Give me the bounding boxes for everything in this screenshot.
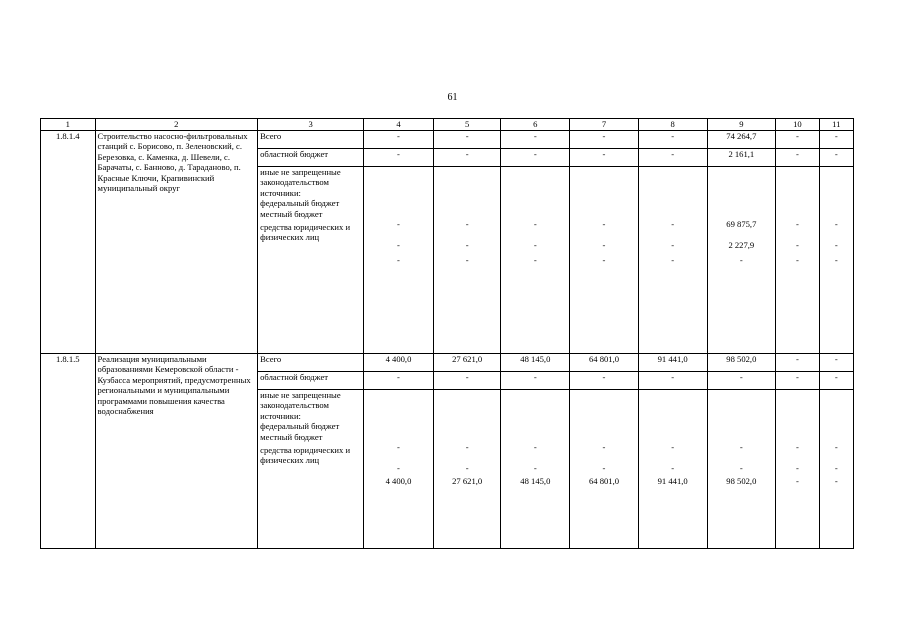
page-number: 61: [447, 92, 458, 103]
value-cell: -: [638, 131, 707, 149]
value-cell: -: [533, 462, 537, 473]
value-cell: 4 400,0: [364, 354, 434, 372]
value-cell: -: [834, 239, 838, 250]
source-label-federal: федеральный бюджет: [260, 421, 340, 432]
value-cell: -: [795, 255, 799, 266]
value-cell: -: [570, 149, 639, 167]
value-cell: -: [671, 219, 675, 229]
value-cell: -: [739, 462, 743, 473]
value-stack: [501, 167, 570, 354]
value-cell: -: [834, 476, 838, 487]
source-label-legal: средства юридических и физических лиц: [260, 222, 351, 243]
item-code: 1.8.1.4: [41, 131, 96, 354]
value-cell: -: [533, 442, 537, 452]
value-cell: -: [776, 372, 819, 390]
value-cell: -: [570, 131, 639, 149]
value-cell: -: [776, 149, 819, 167]
source-label-legal: средства юридических и физических лиц: [260, 445, 351, 466]
value-stack: [433, 167, 501, 354]
value-stack: [776, 167, 819, 354]
value-cell: -: [795, 462, 799, 473]
value-stack: [638, 167, 707, 354]
value-cell: -: [671, 442, 675, 452]
value-cell: 69 875,7: [726, 219, 757, 229]
value-cell: 74 264,7: [707, 131, 776, 149]
value-cell: -: [795, 239, 799, 250]
table-row: [41, 131, 854, 149]
value-stack: [501, 390, 570, 549]
header-cell: 4: [364, 119, 434, 131]
value-cell: -: [397, 442, 400, 452]
source-label-local: местный бюджет: [260, 208, 323, 219]
value-cell: 98 502,0: [726, 476, 757, 487]
value-stack: [364, 390, 434, 549]
value-cell: -: [834, 255, 838, 266]
value-cell: -: [602, 442, 606, 452]
item-code: 1.8.1.5: [41, 354, 96, 549]
item-name: Реализация муниципальными образованиями Кемеровской области - Кузбасса мероприятий, предусмотренных региональными и муниципальными программами повышения качества водоснабжения: [95, 354, 258, 549]
value-cell: -: [819, 149, 853, 167]
value-cell: -: [364, 149, 434, 167]
source-label-total: Всего: [258, 131, 364, 149]
value-cell: -: [819, 131, 853, 149]
value-cell: 2 161,1: [707, 149, 776, 167]
value-cell: -: [397, 462, 400, 473]
source-labels: [258, 390, 364, 549]
source-label-total: Всего: [258, 354, 364, 372]
header-cell: 2: [95, 119, 258, 131]
value-cell: -: [795, 219, 799, 229]
value-stack: [638, 390, 707, 549]
value-cell: -: [602, 255, 606, 266]
source-label-local: местный бюджет: [260, 431, 323, 442]
value-cell: -: [397, 239, 400, 250]
value-cell: -: [465, 239, 469, 250]
value-cell: -: [602, 239, 606, 250]
value-cell: -: [638, 149, 707, 167]
value-stack: [819, 167, 853, 354]
value-cell: -: [364, 131, 434, 149]
table-row: [41, 354, 854, 372]
value-stack: [433, 390, 501, 549]
value-cell: 98 502,0: [707, 354, 776, 372]
header-cell: 8: [638, 119, 707, 131]
value-cell: 91 441,0: [638, 354, 707, 372]
value-cell: 91 441,0: [657, 476, 688, 487]
header-cell: 10: [776, 119, 819, 131]
source-label-federal: федеральный бюджет: [260, 198, 340, 209]
value-cell: -: [533, 219, 537, 229]
value-cell: -: [776, 354, 819, 372]
value-cell: -: [602, 462, 606, 473]
value-cell: -: [533, 255, 537, 266]
value-cell: -: [834, 219, 838, 229]
value-cell: -: [570, 372, 639, 390]
value-cell: -: [364, 372, 434, 390]
value-cell: -: [433, 131, 501, 149]
value-cell: -: [433, 149, 501, 167]
value-cell: -: [638, 372, 707, 390]
value-cell: -: [671, 462, 675, 473]
header-cell: 11: [819, 119, 853, 131]
value-cell: 2 227,9: [728, 239, 755, 250]
header-cell: 1: [41, 119, 96, 131]
value-cell: -: [465, 219, 469, 229]
value-cell: -: [819, 354, 853, 372]
header-cell: 9: [707, 119, 776, 131]
value-cell: 64 801,0: [588, 476, 620, 487]
value-cell: -: [501, 372, 570, 390]
value-cell: -: [465, 255, 469, 266]
value-cell: -: [671, 255, 675, 266]
value-cell: -: [776, 131, 819, 149]
value-stack: [819, 390, 853, 549]
item-name: Строительство насосно-фильтровальных станций с. Борисово, п. Зеленовский, с. Березовка, с. Каменка, д. Шевели, с. Барачаты, с. Банново, д. Тараданово, п. Красные Ключи, Крапивинский муниципальный округ: [95, 131, 258, 354]
value-cell: -: [465, 462, 469, 473]
header-cell: 3: [258, 119, 364, 131]
header-cell: 7: [570, 119, 639, 131]
value-cell: 4 400,0: [385, 476, 412, 487]
source-labels: [258, 167, 364, 354]
budget-table: [40, 118, 854, 549]
value-stack: [776, 390, 819, 549]
header-cell: 5: [433, 119, 501, 131]
source-label-other: иные не запрещенные законодательством источники:: [260, 167, 341, 198]
value-cell: 64 801,0: [570, 354, 639, 372]
value-cell: -: [707, 372, 776, 390]
value-cell: -: [397, 255, 400, 266]
value-cell: -: [739, 255, 743, 266]
value-cell: -: [671, 239, 675, 250]
value-stack: [570, 167, 639, 354]
value-cell: -: [795, 442, 799, 452]
source-label-other: иные не запрещенные законодательством источники:: [260, 390, 341, 421]
value-stack: [570, 390, 639, 549]
table-header-row: [41, 119, 854, 131]
value-cell: -: [819, 372, 853, 390]
value-cell: -: [433, 372, 501, 390]
value-cell: -: [533, 239, 537, 250]
header-cell: 6: [501, 119, 570, 131]
value-cell: 48 145,0: [520, 476, 551, 487]
value-cell: 27 621,0: [433, 354, 501, 372]
value-stack: [364, 167, 434, 354]
value-cell: -: [501, 131, 570, 149]
value-cell: -: [397, 219, 400, 229]
value-cell: -: [602, 219, 606, 229]
value-cell: 48 145,0: [501, 354, 570, 372]
value-cell: -: [465, 442, 469, 452]
value-cell: -: [501, 149, 570, 167]
value-cell: -: [834, 462, 838, 473]
value-cell: 27 621,0: [452, 476, 483, 487]
source-label-regional: областной бюджет: [258, 372, 364, 390]
value-cell: -: [795, 476, 799, 487]
value-cell: -: [834, 442, 838, 452]
value-cell: -: [739, 442, 743, 452]
value-stack: [707, 167, 776, 354]
source-label-regional: областной бюджет: [258, 149, 364, 167]
value-stack: [707, 390, 776, 549]
